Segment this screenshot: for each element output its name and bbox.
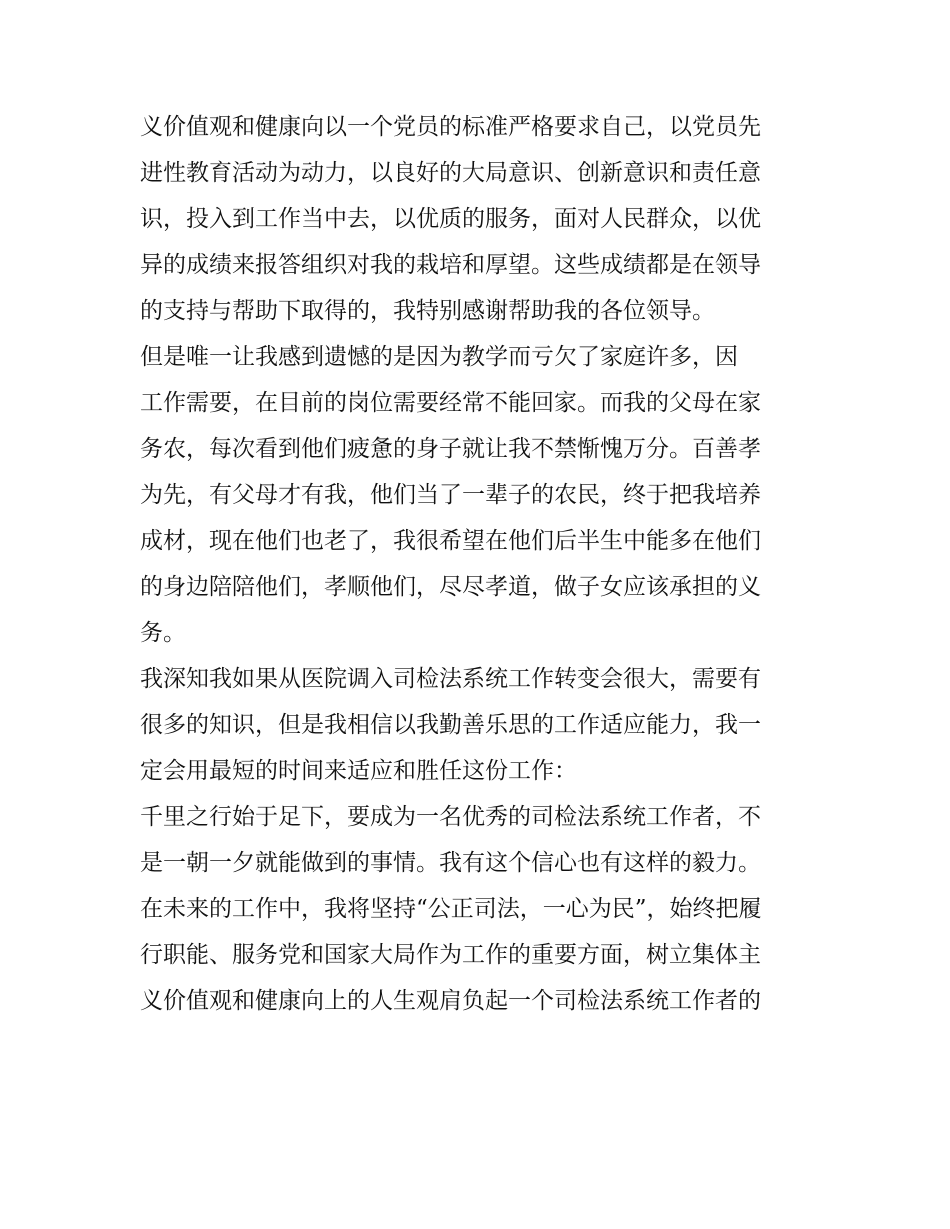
text-line: 定会用最短的时间来适应和胜任这份工作： xyxy=(140,758,577,784)
document-body xyxy=(140,104,820,1024)
text-line: 识，投入到工作当中去，以优质的服务，面对人民群众，以优 xyxy=(140,206,761,232)
text-line: 我深知我如果从医院调入司检法系统工作转变会很大，需要有 xyxy=(140,666,761,692)
text-line: 成材，现在他们也老了，我很希望在他们后半生中能多在他们 xyxy=(140,528,761,554)
text-line: 是一朝一夕就能做到的事情。我有这个信心也有这样的毅力。 xyxy=(140,850,761,876)
text-line: 行职能、服务党和国家大局作为工作的重要方面，树立集体主 xyxy=(140,942,761,968)
text-line: 异的成绩来报答组织对我的栽培和厚望。这些成绩都是在领导 xyxy=(140,252,761,278)
text-line: 很多的知识，但是我相信以我勤善乐思的工作适应能力，我一 xyxy=(140,712,761,738)
text-line: 但是唯一让我感到遗憾的是因为教学而亏欠了家庭许多，因 xyxy=(140,344,738,370)
text-line: 进性教育活动为动力，以良好的大局意识、创新意识和责任意 xyxy=(140,160,761,186)
text-line: 为先，有父母才有我，他们当了一辈子的农民，终于把我培养 xyxy=(140,482,761,508)
text-line: 的身边陪陪他们，孝顺他们，尽尽孝道，做子女应该承担的义 xyxy=(140,574,761,600)
text-line: 在未来的工作中，我将坚持“公正司法，一心为民”，始终把履 xyxy=(140,896,762,922)
text-line: 义价值观和健康向上的人生观肩负起一个司检法系统工作者的 xyxy=(140,988,761,1014)
text-line: 义价值观和健康向以一个党员的标准严格要求自己，以党员先 xyxy=(140,114,761,140)
text-line: 千里之行始于足下，要成为一名优秀的司检法系统工作者，不 xyxy=(140,804,761,830)
text-line: 的支持与帮助下取得的，我特别感谢帮助我的各位领导。 xyxy=(140,298,715,324)
text-line: 务。 xyxy=(140,620,186,646)
text-line: 工作需要，在目前的岗位需要经常不能回家。而我的父母在家 xyxy=(140,390,761,416)
text-line: 务农，每次看到他们疲惫的身子就让我不禁惭愧万分。百善孝 xyxy=(140,436,761,462)
